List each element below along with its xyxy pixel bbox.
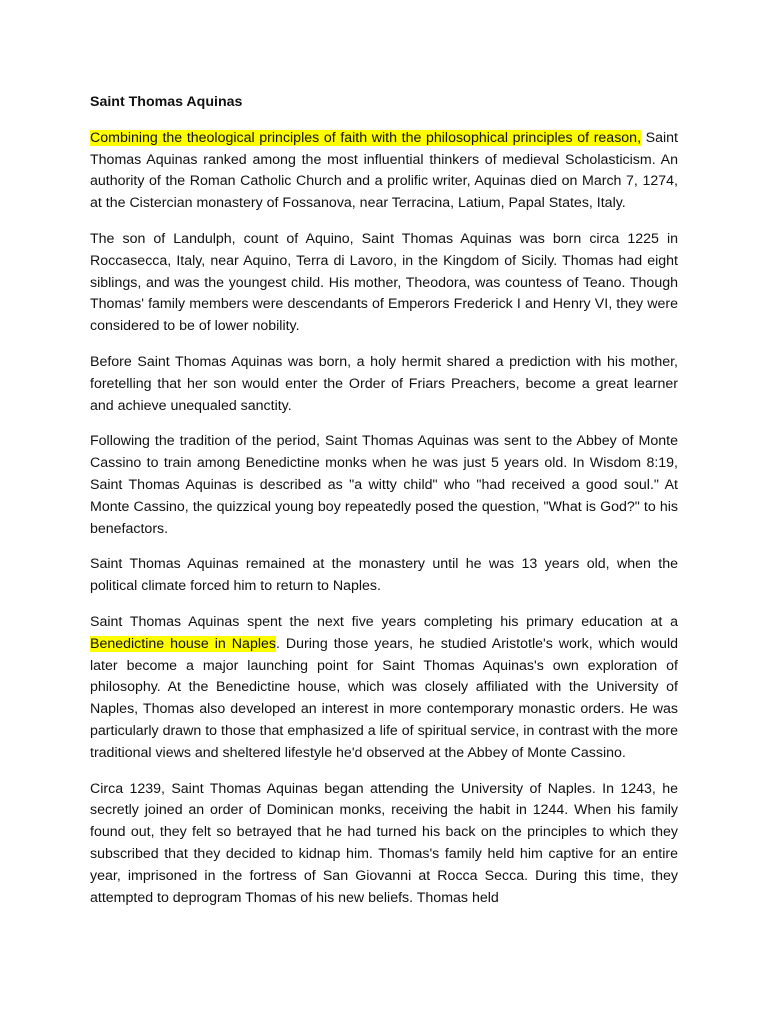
paragraph-1 bbox=[90, 128, 678, 215]
highlighted-text: Benedictine house in Naples bbox=[90, 635, 276, 652]
highlighted-text: Combining the theological principles of faith with the philosophical principles of reason, bbox=[90, 129, 642, 146]
paragraph-4: Following the tradition of the period, Saint Thomas Aquinas was sent to the Abbey of Monte Cassino to train among Benedictine monks when he was just 5 years old. In Wisdom 8:19, Saint Thomas Aquinas is described as "a witty child" who "had received a good soul." At Monte Cassino, the quizzical young boy repeatedly posed the question, "What is God?" to his benefactors. bbox=[90, 433, 678, 537]
paragraph-7: Circa 1239, Saint Thomas Aquinas began attending the University of Naples. In 1243, he secretly joined an order of Dominican monks, receiving the habit in 1244. When his family found out, they felt so betrayed that he had turned his back on the principles to which they subscribed that they decided to kidnap him. Thomas's family held him captive for an entire year, imprisoned in the fortress of San Giovanni at Rocca Secca. During this time, they attempted to deprogram Thomas of his new beliefs. Thomas held bbox=[90, 780, 678, 906]
paragraph-text: Saint Thomas Aquinas spent the next five years completing his primary education at a bbox=[90, 613, 678, 630]
paragraph-2: The son of Landulph, count of Aquino, Saint Thomas Aquinas was born circa 1225 in Roccasecca, Italy, near Aquino, Terra di Lavoro, in the Kingdom of Sicily. Thomas had eight siblings, and was the youngest child. His mother, Theodora, was countess of Teano. Though Thomas' family members were descendants of Emperors Frederick I and Henry VI, they were considered to be of lower nobility. bbox=[90, 230, 678, 335]
document-title: Saint Thomas Aquinas bbox=[90, 94, 243, 110]
paragraph-text: Saint Thomas Aquinas ranked among the most influential thinkers of medieval Scholasticism. An authority of the Roman Catholic Church and a prolific writer, Aquinas died on March 7, 1274, at the Cistercian monastery of Fossanova, near Terracina, Latium, Papal States, Italy. bbox=[90, 129, 678, 212]
document-body bbox=[90, 92, 678, 923]
paragraph-6 bbox=[90, 612, 678, 765]
paragraph-3: Before Saint Thomas Aquinas was born, a holy hermit shared a prediction with his mother, foretelling that her son would enter the Order of Friars Preachers, become a great learner and achieve unequaled sanctity. bbox=[90, 353, 678, 414]
paragraph-text: . During those years, he studied Aristotle's work, which would later become a major launching point for Saint Thomas Aquinas's own exploration of philosophy. At the Benedictine house, which was closely affiliated with the University of Naples, Thomas also developed an interest in more contemporary monastic orders. He was particularly drawn to those that emphasized a life of spiritual service, in contrast with the more traditional views and sheltered lifestyle he'd observed at the Abbey of Monte Cassino. bbox=[90, 635, 678, 761]
paragraph-5: Saint Thomas Aquinas remained at the monastery until he was 13 years old, when the political climate forced him to return to Naples. bbox=[90, 556, 678, 595]
